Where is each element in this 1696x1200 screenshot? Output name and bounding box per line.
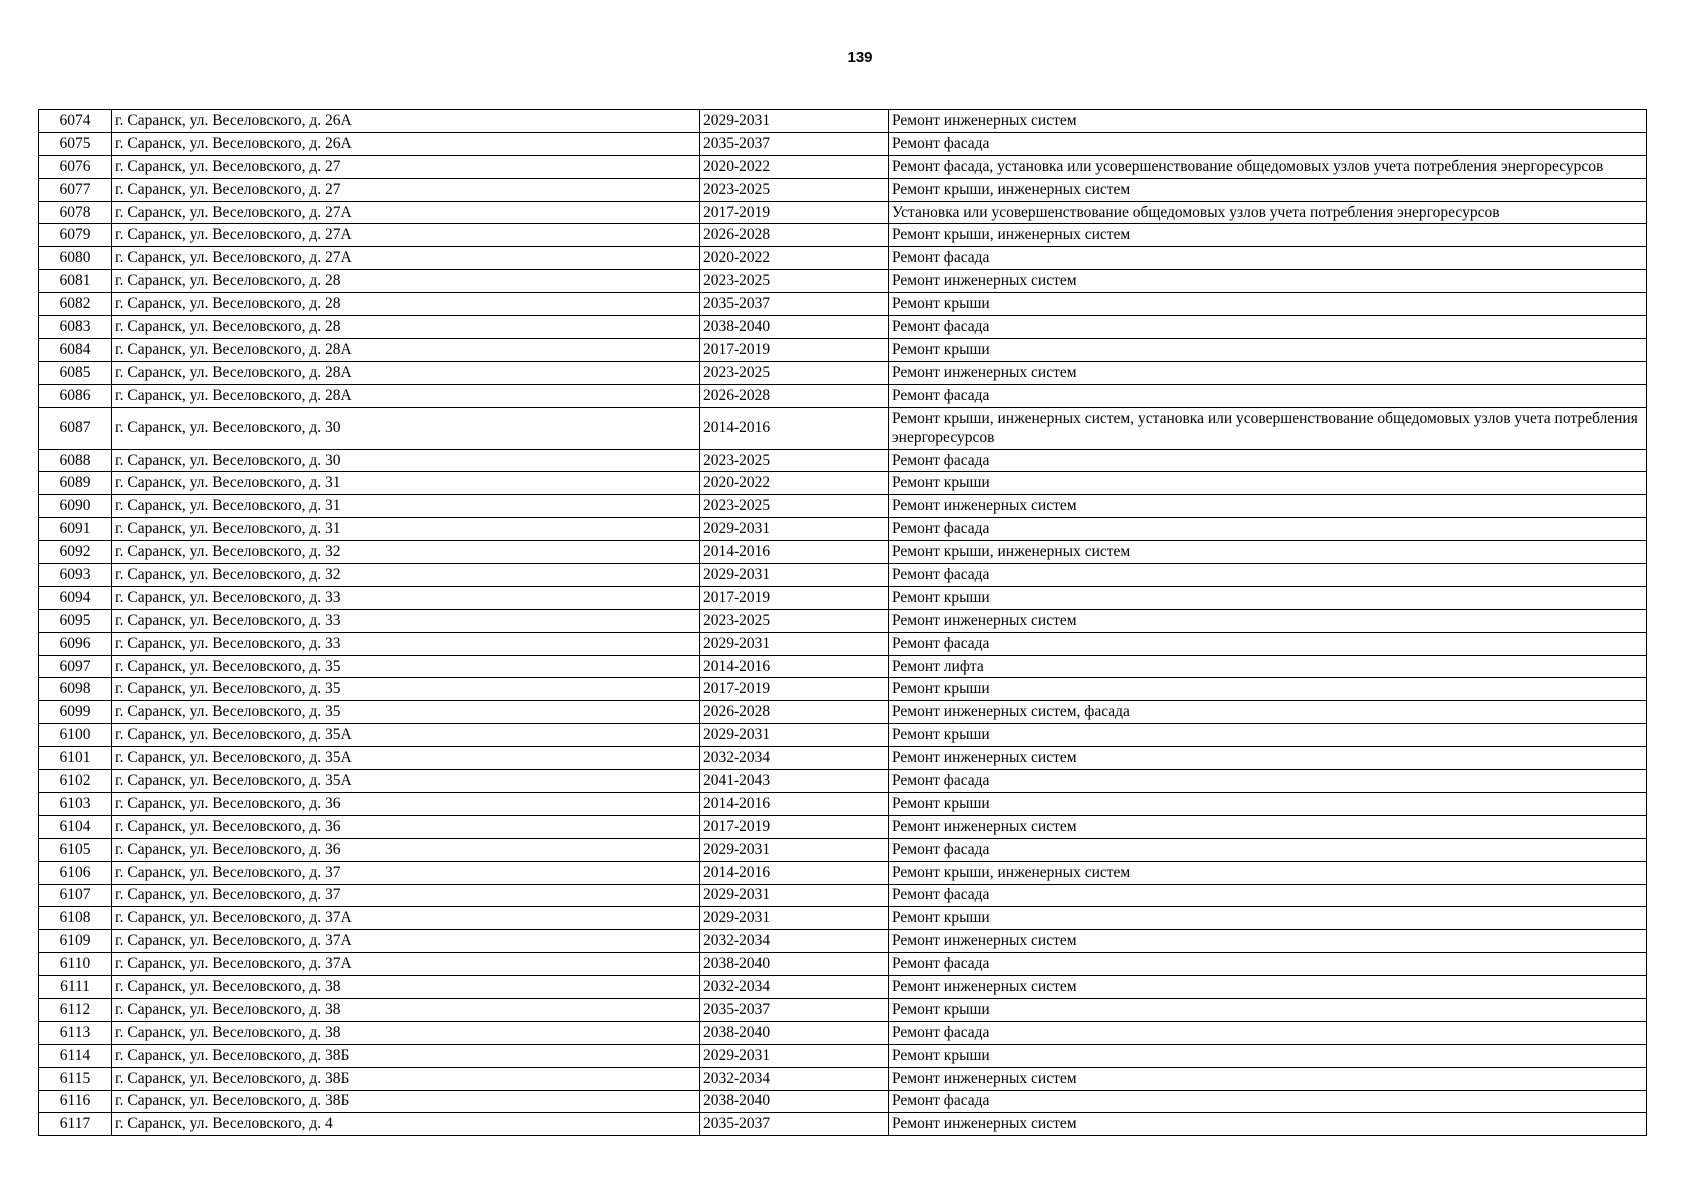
work-type-cell: Ремонт крыши, инженерных систем: [889, 541, 1647, 564]
period-cell: 2020-2022: [700, 247, 889, 270]
address-cell: г. Саранск, ул. Веселовского, д. 27: [112, 178, 700, 201]
row-number-cell: 6116: [39, 1090, 112, 1113]
work-type-cell: Ремонт фасада: [889, 449, 1647, 472]
row-number-cell: 6082: [39, 293, 112, 316]
row-number-cell: 6079: [39, 224, 112, 247]
address-cell: г. Саранск, ул. Веселовского, д. 35: [112, 678, 700, 701]
work-type-cell: Ремонт инженерных систем: [889, 1067, 1647, 1090]
address-cell: г. Саранск, ул. Веселовского, д. 28А: [112, 338, 700, 361]
work-type-cell: Ремонт крыши, инженерных систем: [889, 861, 1647, 884]
period-cell: 2017-2019: [700, 338, 889, 361]
period-cell: 2014-2016: [700, 541, 889, 564]
period-cell: 2017-2019: [700, 815, 889, 838]
row-number-cell: 6100: [39, 724, 112, 747]
row-number-cell: 6081: [39, 270, 112, 293]
table-row: [39, 201, 1647, 224]
period-cell: 2029-2031: [700, 632, 889, 655]
table-row: [39, 678, 1647, 701]
work-type-cell: Ремонт крыши, инженерных систем: [889, 224, 1647, 247]
period-cell: 2032-2034: [700, 747, 889, 770]
period-cell: 2029-2031: [700, 518, 889, 541]
table-row: [39, 270, 1647, 293]
work-type-cell: Установка или усовершенствование общедомовых узлов учета потребления энергоресурсов: [889, 201, 1647, 224]
row-number-cell: 6099: [39, 701, 112, 724]
table-row: [39, 609, 1647, 632]
row-number-cell: 6092: [39, 541, 112, 564]
row-number-cell: 6097: [39, 655, 112, 678]
work-type-cell: Ремонт инженерных систем: [889, 815, 1647, 838]
address-cell: г. Саранск, ул. Веселовского, д. 31: [112, 472, 700, 495]
period-cell: 2014-2016: [700, 655, 889, 678]
row-number-cell: 6077: [39, 178, 112, 201]
period-cell: 2029-2031: [700, 838, 889, 861]
work-type-cell: Ремонт инженерных систем: [889, 976, 1647, 999]
period-cell: 2017-2019: [700, 678, 889, 701]
address-cell: г. Саранск, ул. Веселовского, д. 38: [112, 1021, 700, 1044]
table-row: [39, 953, 1647, 976]
period-cell: 2029-2031: [700, 564, 889, 587]
row-number-cell: 6093: [39, 564, 112, 587]
row-number-cell: 6096: [39, 632, 112, 655]
work-type-cell: Ремонт крыши: [889, 907, 1647, 930]
row-number-cell: 6091: [39, 518, 112, 541]
table-row: [39, 449, 1647, 472]
table-body: [39, 110, 1647, 1136]
work-type-cell: Ремонт инженерных систем: [889, 110, 1647, 133]
address-cell: г. Саранск, ул. Веселовского, д. 38: [112, 998, 700, 1021]
work-type-cell: Ремонт фасада: [889, 247, 1647, 270]
work-type-cell: Ремонт фасада: [889, 132, 1647, 155]
period-cell: 2035-2037: [700, 1113, 889, 1136]
period-cell: 2029-2031: [700, 110, 889, 133]
row-number-cell: 6111: [39, 976, 112, 999]
period-cell: 2026-2028: [700, 224, 889, 247]
period-cell: 2035-2037: [700, 132, 889, 155]
address-cell: г. Саранск, ул. Веселовского, д. 35А: [112, 724, 700, 747]
work-type-cell: Ремонт инженерных систем: [889, 747, 1647, 770]
address-cell: г. Саранск, ул. Веселовского, д. 35А: [112, 747, 700, 770]
table-row: [39, 407, 1647, 449]
period-cell: 2029-2031: [700, 884, 889, 907]
row-number-cell: 6090: [39, 495, 112, 518]
table-row: [39, 472, 1647, 495]
period-cell: 2023-2025: [700, 609, 889, 632]
address-cell: г. Саранск, ул. Веселовского, д. 27А: [112, 201, 700, 224]
work-type-cell: Ремонт фасада: [889, 1090, 1647, 1113]
period-cell: 2026-2028: [700, 701, 889, 724]
address-cell: г. Саранск, ул. Веселовского, д. 32: [112, 564, 700, 587]
work-type-cell: Ремонт фасада: [889, 518, 1647, 541]
address-cell: г. Саранск, ул. Веселовского, д. 37А: [112, 953, 700, 976]
address-cell: г. Саранск, ул. Веселовского, д. 36: [112, 792, 700, 815]
period-cell: 2038-2040: [700, 1090, 889, 1113]
work-type-cell: Ремонт крыши: [889, 338, 1647, 361]
address-cell: г. Саранск, ул. Веселовского, д. 4: [112, 1113, 700, 1136]
work-type-cell: Ремонт инженерных систем, фасада: [889, 701, 1647, 724]
row-number-cell: 6086: [39, 384, 112, 407]
work-type-cell: Ремонт крыши: [889, 472, 1647, 495]
period-cell: 2035-2037: [700, 998, 889, 1021]
row-number-cell: 6088: [39, 449, 112, 472]
address-cell: г. Саранск, ул. Веселовского, д. 38Б: [112, 1090, 700, 1113]
period-cell: 2032-2034: [700, 1067, 889, 1090]
table-row: [39, 998, 1647, 1021]
table-row: [39, 224, 1647, 247]
address-cell: г. Саранск, ул. Веселовского, д. 30: [112, 407, 700, 449]
row-number-cell: 6108: [39, 907, 112, 930]
period-cell: 2014-2016: [700, 407, 889, 449]
work-type-cell: Ремонт крыши, инженерных систем: [889, 178, 1647, 201]
address-cell: г. Саранск, ул. Веселовского, д. 26А: [112, 110, 700, 133]
table-row: [39, 178, 1647, 201]
address-cell: г. Саранск, ул. Веселовского, д. 37А: [112, 907, 700, 930]
address-cell: г. Саранск, ул. Веселовского, д. 27А: [112, 247, 700, 270]
address-cell: г. Саранск, ул. Веселовского, д. 28: [112, 316, 700, 339]
table-row: [39, 1090, 1647, 1113]
address-cell: г. Саранск, ул. Веселовского, д. 38Б: [112, 1067, 700, 1090]
address-cell: г. Саранск, ул. Веселовского, д. 33: [112, 632, 700, 655]
table-row: [39, 110, 1647, 133]
row-number-cell: 6105: [39, 838, 112, 861]
period-cell: 2023-2025: [700, 178, 889, 201]
period-cell: 2017-2019: [700, 586, 889, 609]
repair-schedule-table: [38, 109, 1647, 1136]
work-type-cell: Ремонт фасада: [889, 1021, 1647, 1044]
address-cell: г. Саранск, ул. Веселовского, д. 35А: [112, 770, 700, 793]
address-cell: г. Саранск, ул. Веселовского, д. 35: [112, 701, 700, 724]
period-cell: 2038-2040: [700, 1021, 889, 1044]
table-row: [39, 1113, 1647, 1136]
row-number-cell: 6106: [39, 861, 112, 884]
table-row: [39, 1067, 1647, 1090]
row-number-cell: 6089: [39, 472, 112, 495]
row-number-cell: 6114: [39, 1044, 112, 1067]
period-cell: 2023-2025: [700, 495, 889, 518]
table-row: [39, 976, 1647, 999]
period-cell: 2029-2031: [700, 907, 889, 930]
period-cell: 2038-2040: [700, 316, 889, 339]
work-type-cell: Ремонт инженерных систем: [889, 361, 1647, 384]
period-cell: 2017-2019: [700, 201, 889, 224]
period-cell: 2038-2040: [700, 953, 889, 976]
row-number-cell: 6095: [39, 609, 112, 632]
address-cell: г. Саранск, ул. Веселовского, д. 31: [112, 495, 700, 518]
row-number-cell: 6110: [39, 953, 112, 976]
row-number-cell: 6075: [39, 132, 112, 155]
page-number: 139: [847, 49, 873, 66]
address-cell: г. Саранск, ул. Веселовского, д. 37А: [112, 930, 700, 953]
address-cell: г. Саранск, ул. Веселовского, д. 35: [112, 655, 700, 678]
row-number-cell: 6117: [39, 1113, 112, 1136]
work-type-cell: Ремонт инженерных систем: [889, 270, 1647, 293]
work-type-cell: Ремонт крыши: [889, 293, 1647, 316]
address-cell: г. Саранск, ул. Веселовского, д. 28: [112, 293, 700, 316]
row-number-cell: 6103: [39, 792, 112, 815]
table-row: [39, 1021, 1647, 1044]
period-cell: 2020-2022: [700, 472, 889, 495]
table-row: [39, 701, 1647, 724]
row-number-cell: 6101: [39, 747, 112, 770]
address-cell: г. Саранск, ул. Веселовского, д. 28А: [112, 361, 700, 384]
work-type-cell: Ремонт крыши, инженерных систем, установка или усовершенствование общедомовых узлов учета потребления энергоресурсов: [889, 407, 1647, 449]
address-cell: г. Саранск, ул. Веселовского, д. 26А: [112, 132, 700, 155]
row-number-cell: 6085: [39, 361, 112, 384]
work-type-cell: Ремонт крыши: [889, 1044, 1647, 1067]
table-row: [39, 384, 1647, 407]
period-cell: 2035-2037: [700, 293, 889, 316]
table-row: [39, 838, 1647, 861]
work-type-cell: Ремонт фасада: [889, 770, 1647, 793]
row-number-cell: 6102: [39, 770, 112, 793]
table-row: [39, 586, 1647, 609]
work-type-cell: Ремонт фасада: [889, 632, 1647, 655]
period-cell: 2032-2034: [700, 976, 889, 999]
work-type-cell: Ремонт фасада: [889, 953, 1647, 976]
table-row: [39, 518, 1647, 541]
address-cell: г. Саранск, ул. Веселовского, д. 37: [112, 884, 700, 907]
row-number-cell: 6109: [39, 930, 112, 953]
period-cell: 2023-2025: [700, 270, 889, 293]
period-cell: 2026-2028: [700, 384, 889, 407]
address-cell: г. Саранск, ул. Веселовского, д. 31: [112, 518, 700, 541]
table-row: [39, 632, 1647, 655]
work-type-cell: Ремонт инженерных систем: [889, 609, 1647, 632]
table-row: [39, 655, 1647, 678]
row-number-cell: 6074: [39, 110, 112, 133]
work-type-cell: Ремонт инженерных систем: [889, 1113, 1647, 1136]
address-cell: г. Саранск, ул. Веселовского, д. 32: [112, 541, 700, 564]
table-row: [39, 770, 1647, 793]
period-cell: 2020-2022: [700, 155, 889, 178]
table-row: [39, 361, 1647, 384]
work-type-cell: Ремонт фасада: [889, 384, 1647, 407]
row-number-cell: 6076: [39, 155, 112, 178]
table-row: [39, 316, 1647, 339]
table-row: [39, 724, 1647, 747]
row-number-cell: 6080: [39, 247, 112, 270]
work-type-cell: Ремонт фасада, установка или усовершенствование общедомовых узлов учета потребления энергоресурсов: [889, 155, 1647, 178]
table-row: [39, 564, 1647, 587]
address-cell: г. Саранск, ул. Веселовского, д. 27: [112, 155, 700, 178]
period-cell: 2041-2043: [700, 770, 889, 793]
table-row: [39, 930, 1647, 953]
row-number-cell: 6112: [39, 998, 112, 1021]
work-type-cell: Ремонт крыши: [889, 792, 1647, 815]
table-row: [39, 247, 1647, 270]
table-row: [39, 541, 1647, 564]
row-number-cell: 6107: [39, 884, 112, 907]
work-type-cell: Ремонт крыши: [889, 586, 1647, 609]
address-cell: г. Саранск, ул. Веселовского, д. 27А: [112, 224, 700, 247]
work-type-cell: Ремонт крыши: [889, 998, 1647, 1021]
period-cell: 2023-2025: [700, 361, 889, 384]
table-row: [39, 293, 1647, 316]
work-type-cell: Ремонт лифта: [889, 655, 1647, 678]
address-cell: г. Саранск, ул. Веселовского, д. 33: [112, 586, 700, 609]
address-cell: г. Саранск, ул. Веселовского, д. 33: [112, 609, 700, 632]
row-number-cell: 6083: [39, 316, 112, 339]
table-row: [39, 1044, 1647, 1067]
period-cell: 2014-2016: [700, 861, 889, 884]
address-cell: г. Саранск, ул. Веселовского, д. 28: [112, 270, 700, 293]
work-type-cell: Ремонт инженерных систем: [889, 930, 1647, 953]
table-row: [39, 495, 1647, 518]
address-cell: г. Саранск, ул. Веселовского, д. 38: [112, 976, 700, 999]
row-number-cell: 6098: [39, 678, 112, 701]
row-number-cell: 6113: [39, 1021, 112, 1044]
table-row: [39, 132, 1647, 155]
table-row: [39, 815, 1647, 838]
row-number-cell: 6094: [39, 586, 112, 609]
period-cell: 2029-2031: [700, 1044, 889, 1067]
address-cell: г. Саранск, ул. Веселовского, д. 36: [112, 838, 700, 861]
row-number-cell: 6104: [39, 815, 112, 838]
table-row: [39, 792, 1647, 815]
work-type-cell: Ремонт инженерных систем: [889, 495, 1647, 518]
table-row: [39, 155, 1647, 178]
period-cell: 2032-2034: [700, 930, 889, 953]
work-type-cell: Ремонт фасада: [889, 884, 1647, 907]
work-type-cell: Ремонт крыши: [889, 724, 1647, 747]
period-cell: 2014-2016: [700, 792, 889, 815]
table-row: [39, 884, 1647, 907]
period-cell: 2029-2031: [700, 724, 889, 747]
address-cell: г. Саранск, ул. Веселовского, д. 30: [112, 449, 700, 472]
table-row: [39, 338, 1647, 361]
work-type-cell: Ремонт фасада: [889, 564, 1647, 587]
row-number-cell: 6115: [39, 1067, 112, 1090]
row-number-cell: 6084: [39, 338, 112, 361]
period-cell: 2023-2025: [700, 449, 889, 472]
row-number-cell: 6078: [39, 201, 112, 224]
address-cell: г. Саранск, ул. Веселовского, д. 37: [112, 861, 700, 884]
table-row: [39, 907, 1647, 930]
row-number-cell: 6087: [39, 407, 112, 449]
table-row: [39, 747, 1647, 770]
work-type-cell: Ремонт крыши: [889, 678, 1647, 701]
work-type-cell: Ремонт фасада: [889, 838, 1647, 861]
address-cell: г. Саранск, ул. Веселовского, д. 28А: [112, 384, 700, 407]
work-type-cell: Ремонт фасада: [889, 316, 1647, 339]
address-cell: г. Саранск, ул. Веселовского, д. 38Б: [112, 1044, 700, 1067]
table-row: [39, 861, 1647, 884]
address-cell: г. Саранск, ул. Веселовского, д. 36: [112, 815, 700, 838]
